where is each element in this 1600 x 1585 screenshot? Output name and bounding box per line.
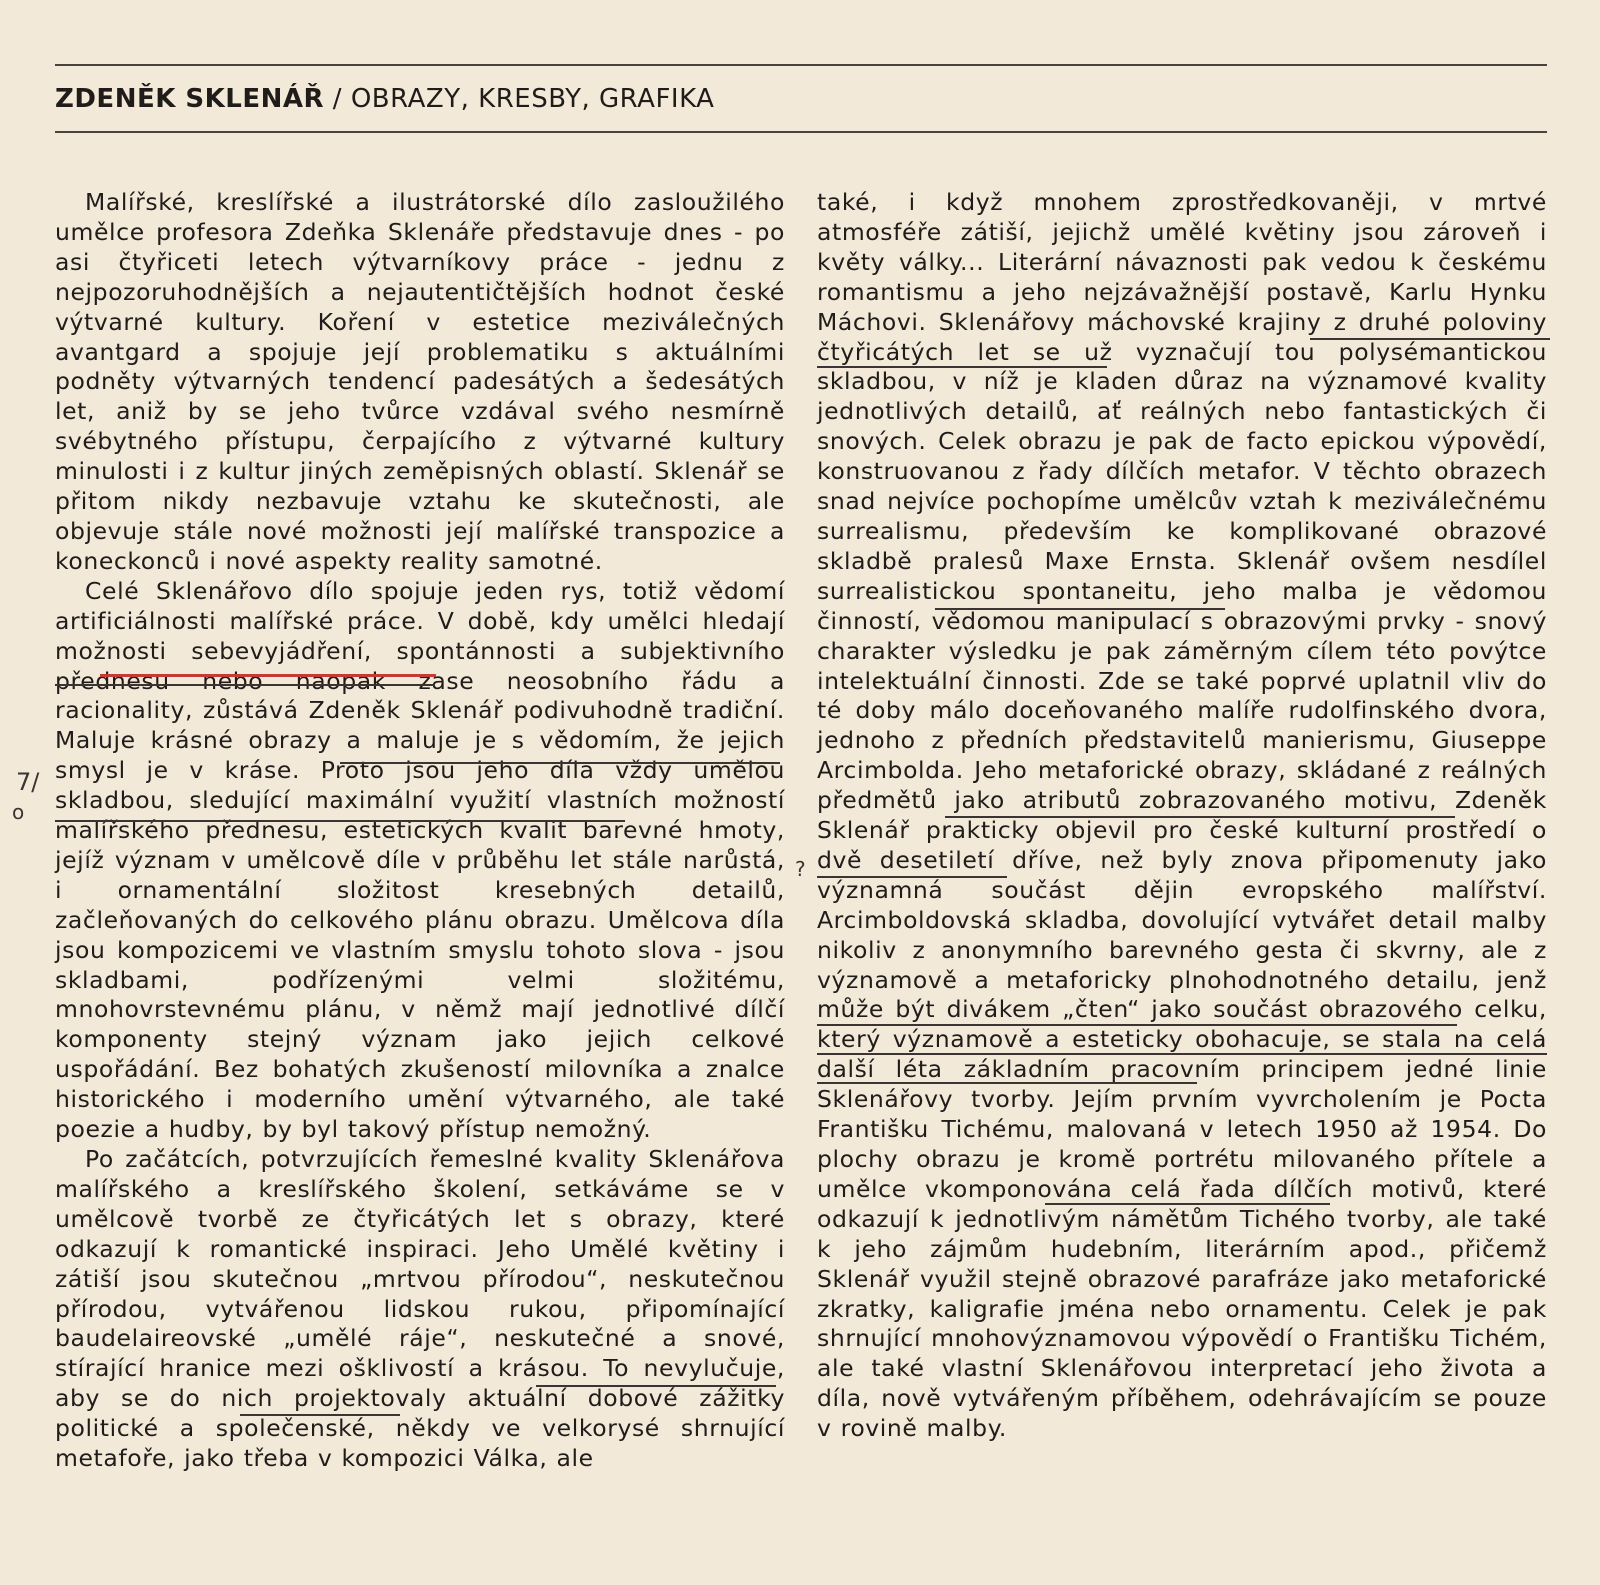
left-text-column (55, 188, 785, 1474)
pencil-underline-annotation (55, 684, 435, 686)
pencil-underline-annotation (945, 816, 1455, 818)
paragraph: také, i když mnohem zprostředkovaněji, v mrtvé atmosféře zátiší, jejichž umělé květiny jsou zároveň i květy války... Literární návaznosti pak vedou k českému romantismu a jeho nejzávažnější postavě, Karlu Hynku Máchovi. Sklenářovy máchovské krajiny z druhé poloviny čtyřicátých let se už vyznačují tou polysémantickou skladbou, v níž je kladen důraz na významové kvality jednotlivých detailů, ať reálných nebo fantastických či snových. Celek obrazu je pak de facto epickou výpovědí, konstruovanou z řady dílčích metafor. V těchto obrazech snad nejvíce pochopíme umělcův vztah k meziválečnému surrealismu, především ke komplikované obrazové skladbě pralesů Maxe Ernsta. Sklenář ovšem nesdílel surrealistickou spontaneitu, jeho malba je vědomou činností, vědomou manipulací s obrazovými prvky - snový charakter výsledku je pak záměrným cílem této povýtce intelektuální činnosti. Zde se také poprvé uplatnil vliv do té doby málo doceňovaného malíře rudolfinského dvora, jednoho z předních představitelů manierismu, Giuseppe Arcimbolda. Jeho metaforické obrazy, skládané z reálných předmětů jako atributů zobrazovaného motivu, Zdeněk Sklenář prakticky objevil pro české kulturní prostředí o dvě desetiletí dříve, než byly znova připomenuty jako významná součást dějin evropského malířství. Arcimboldovská skladba, dovolující vytvářet detail malby nikoliv z anonymního barevného gesta či skvrny, ale z významově a metaforicky plnohodnotného detailu, jenž může být divákem „čten“ jako součást obrazového celku, který významově a esteticky obohacuje, se stala na celá další léta základním pracovním principem jedné linie Sklenářovy tvorby. Jejím prvním vyvrcholením je Pocta Františku Tichému, malovaná v letech 1950 až 1954. Do plochy obrazu je kromě portrétu milovaného přítele a umělce vkomponována celá řada dílčích motivů, které odkazují k jednotlivým námětům Tichého tvorby, ale také k jeho zájmům hudebním, literárním apod., přičemž Sklenář využil stejně obrazové parafráze jako metaforické zkratky, kaligrafie jména nebo ornamentu. Celek je pak shrnující mnohovýznamovou výpovědí o Františku Tichém, ale také vlastní Sklenářovou interpretací jeho života a díla, nově vytvářeným příběhem, odehrávajícím se pouze v rovině malby. (817, 188, 1547, 1443)
pencil-underline-annotation (340, 762, 780, 764)
header-subtitle: OBRAZY, KRESBY, GRAFIKA (350, 84, 715, 114)
margin-question-mark: ? (795, 857, 806, 881)
pencil-underline-annotation (536, 1385, 776, 1387)
top-rule (55, 64, 1547, 66)
pencil-underline-annotation (817, 1053, 1547, 1055)
header-separator: / (332, 84, 343, 114)
pencil-underline-annotation (1310, 338, 1550, 340)
paragraph: Malířské, kreslířské a ilustrátorské dílo zasloužilého umělce profesora Zdeňka Sklenáře představuje dnes - po asi čtyřiceti letech výtvarníkovy práce - jednu z nejpozoruhodnějších a nejautentičtějších hodnot české výtvarné kultury. Koření v estetice meziválečných avantgard a spojuje její problematiku s aktuálními podněty výtvarných tendencí padesátých a šedesátých let, aniž by se jeho tvůrce vzdával svého nesmírně svébytného přístupu, čerpajícího z výtvarné kultury minulosti i z kultur jiných zeměpisných oblastí. Sklenář se přitom nikdy nezbavuje vztahu ke skutečnosti, ale objevuje stále nové možnosti její malířské transpozice a koneckonců i nové aspekty reality samotné. (55, 188, 785, 575)
page-header (55, 84, 714, 114)
pencil-underline-annotation (1045, 1203, 1330, 1205)
paragraph: Po začátcích, potvrzujících řemeslné kvality Sklenářova malířského a kreslířského školení, setkáváme se v umělcově tvorbě ze čtyřicátých let s obrazy, které odkazují k romantické inspiraci. Jeho Umělé květiny i zátiší jsou skutečnou „mrtvou přírodou“, neskutečnou přírodou, vytvářenou lidskou rukou, připomínající baudelaireovské „umělé ráje“, neskutečné a snové, stírající hranice mezi ošklivostí a krásou. To nevylučuje, aby se do nich projektovaly aktuální dobové zážitky politické a společenské, někdy ve velkorysé shrnující metafoře, jako třeba v kompozici Válka, ale (55, 1145, 785, 1473)
pencil-underline-annotation (240, 1414, 400, 1416)
pencil-underline-annotation (817, 366, 1107, 368)
pencil-underline-annotation (935, 608, 1225, 610)
pencil-underline-annotation (817, 1082, 1197, 1084)
red-underline-annotation (100, 674, 436, 677)
paragraph: Celé Sklenářovo dílo spojuje jeden rys, totiž vědomí artificiálnosti malířské práce. V době, kdy umělci hledají možnosti sebevyjádření, spontánnosti a subjektivního přednesu nebo naopak zase neosobního řádu a racionality, zůstává Zdeněk Sklenář podivuhodně tradiční. Maluje krásné obrazy a maluje je s vědomím, že jejich smysl je v kráse. Proto jsou jeho díla vždy umělou skladbou, sledující maximální využití vlastních možností malířského přednesu, estetických kvalit barevné hmoty, jejíž význam v umělcově díle v průběhu let stále narůstá, i ornamentální složitost kresebných detailů, začleňovaných do celkového plánu obrazu. Umělcova díla jsou kompozicemi ve vlastním smyslu tohoto slova - jsou skladbami, podřízenými velmi složitému, mnohovrstevnému plánu, v němž mají jednotlivé dílčí komponenty stejný význam jako jejich celkové uspořádání. Bez bohatých zkušeností milovníka a znalce historického i moderního umění výtvarného, ale také poezie a hudby, by byl takový přístup nemožný. (55, 576, 785, 1144)
margin-circle-mark: o (12, 800, 25, 824)
pencil-underline-annotation (55, 820, 625, 822)
author-name: ZDENĚK SKLENÁŘ (55, 84, 325, 114)
pencil-underline-annotation (817, 876, 1007, 878)
pencil-underline-annotation (817, 1024, 1457, 1026)
margin-bracket-mark: 7/ (16, 768, 40, 796)
header-bottom-rule (55, 131, 1547, 133)
